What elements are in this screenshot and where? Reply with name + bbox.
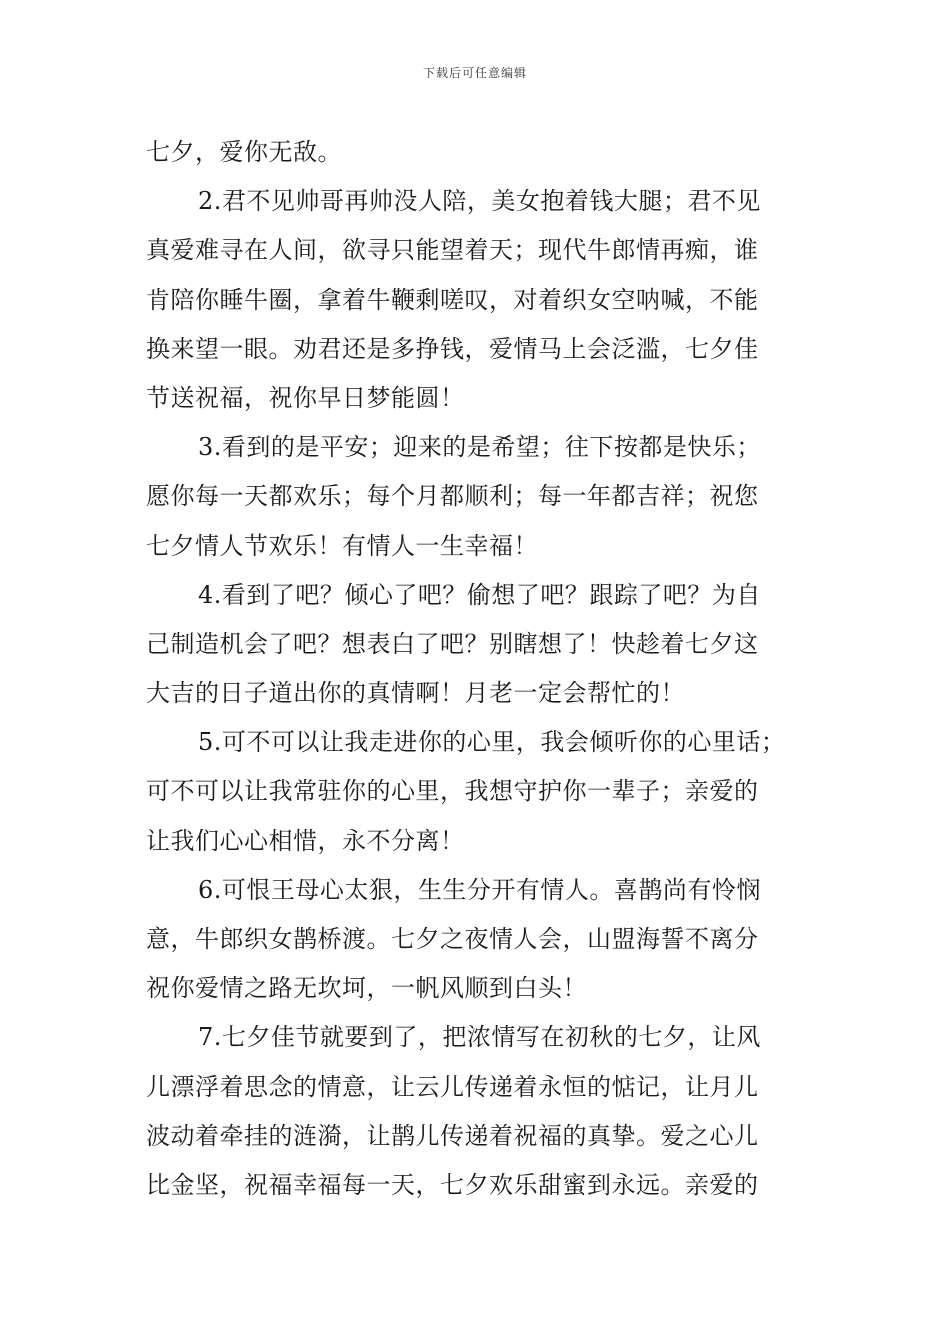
text-line: 波动着牵挂的涟漪，让鹊儿传递着祝福的真挚。爱之心儿	[146, 1121, 759, 1150]
text-line: 5.可不可以让我走进你的心里，我会倾听你的心里话；	[198, 728, 786, 757]
document-body	[146, 128, 826, 1210]
text-line: 祝你爱情之路无坎坷，一帆风顺到白头！	[146, 974, 587, 1003]
text-line: 3.看到的是平安；迎来的是希望；往下按都是快乐；	[198, 433, 761, 462]
text-line: 己制造机会了吧？想表白了吧？别瞎想了！快趁着七夕这	[146, 629, 759, 658]
text-line: 6.可恨王母心太狠，生生分开有情人。喜鹊尚有怜悯	[198, 875, 761, 904]
text-line: 2.君不见帅哥再帅没人陪，美女抱着钱大腿；君不见	[198, 187, 761, 216]
text-line: 儿漂浮着思念的情意，让云儿传递着永恒的惦记，让月儿	[146, 1072, 759, 1101]
text-line: 比金坚，祝福幸福每一天，七夕欢乐甜蜜到永远。亲爱的	[146, 1170, 759, 1199]
text-line: 七夕情人节欢乐！有情人一生幸福！	[146, 531, 538, 560]
text-line: 让我们心心相惜，永不分离！	[146, 826, 465, 855]
text-line: 七夕，爱你无敌。	[146, 138, 342, 166]
text-line: 可不可以让我常驻你的心里，我想守护你一辈子；亲爱的	[146, 777, 759, 806]
text-line: 换来望一眼。劝君还是多挣钱，爱情马上会泛滥，七夕佳	[146, 334, 759, 363]
text-line: 意，牛郎织女鹊桥渡。七夕之夜情人会，山盟海誓不离分	[146, 925, 759, 953]
header-note: 下载后可任意编辑	[422, 66, 527, 80]
text-line: 愿你每一天都欢乐；每个月都顺利；每一年都吉祥；祝您	[146, 482, 759, 511]
text-line: 4.看到了吧？倾心了吧？偷想了吧？跟踪了吧？为自	[198, 580, 761, 609]
text-line: 节送祝福，祝你早日梦能圆！	[146, 383, 465, 412]
text-line: 肯陪你睡牛圈，拿着牛鞭剩嗟叹，对着织女空呐喊，不能	[146, 285, 759, 314]
text-line: 大吉的日子道出你的真情啊！月老一定会帮忙的！	[146, 679, 685, 708]
text-line: 7.七夕佳节就要到了，把浓情写在初秋的七夕，让风	[198, 1023, 761, 1052]
text-line: 真爱难寻在人间，欲寻只能望着天；现代牛郎情再痴，谁	[146, 236, 759, 265]
